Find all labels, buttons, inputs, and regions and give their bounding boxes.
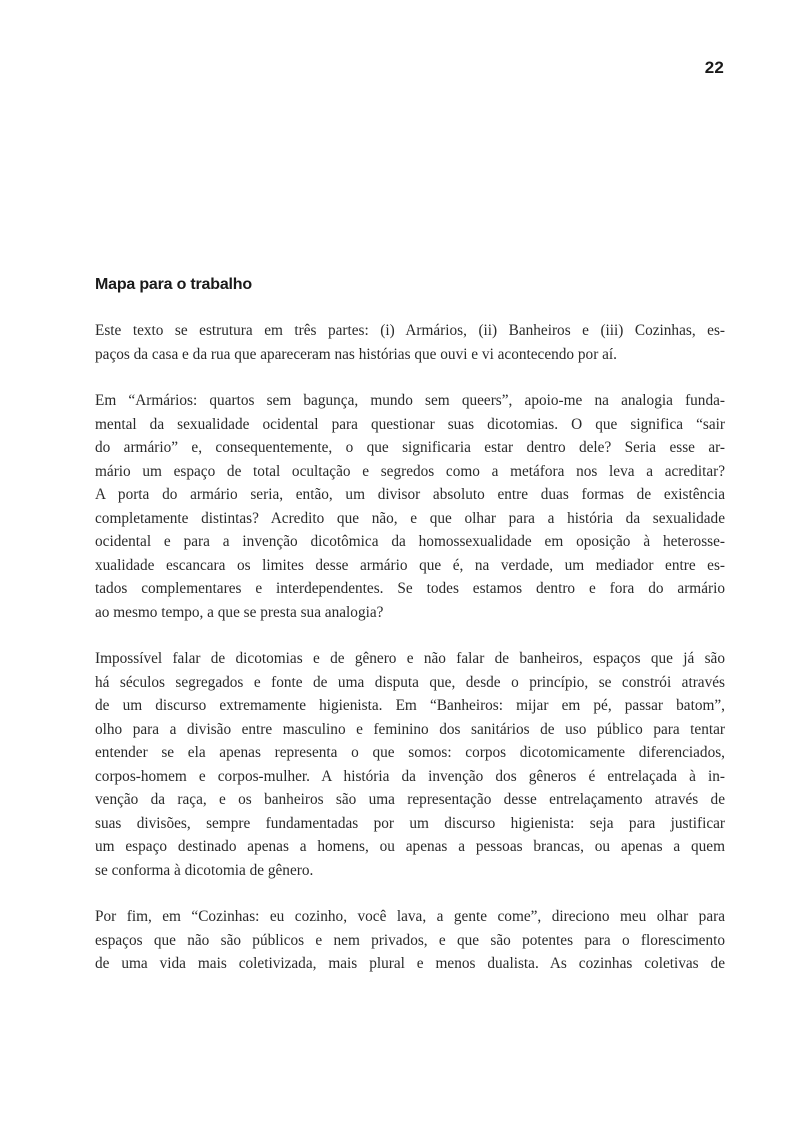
text-line: um espaço destinado apenas a homens, ou apenas a pessoas brancas, ou apenas a quem bbox=[95, 838, 725, 855]
text-line: se conforma à dicotomia de gênero. bbox=[95, 861, 314, 879]
text-line: espaços que não são públicos e nem privados, e que são potentes para o florescimento bbox=[95, 931, 725, 949]
text-line: corpos-homem e corpos-mulher. A história da invenção dos gêneros é entrelaçada à in- bbox=[95, 767, 725, 785]
text-line: Este texto se estrutura em três partes: (i) Armários, (ii) Banheiros e (iii) Cozinhas, es- bbox=[95, 322, 725, 339]
text-line: Impossível falar de dicotomias e de gênero e não falar de banheiros, espaços que já são bbox=[95, 650, 725, 667]
page-number: 22 bbox=[704, 58, 724, 77]
text-line: suas divisões, sempre fundamentadas por um discurso higienista: seja para justificar bbox=[95, 814, 725, 832]
text-line: do armário” e, consequentemente, o que significaria estar dentro dele? Seria esse ar- bbox=[95, 439, 725, 456]
text-line: de uma vida mais coletivizada, mais plural e menos dualista. As cozinhas coletivas de bbox=[95, 955, 725, 972]
paragraph-banheiros bbox=[95, 647, 725, 882]
text-line: olho para a divisão entre masculino e feminino dos sanitários de uso público para tentar bbox=[95, 720, 725, 738]
section-heading: Mapa para o trabalho bbox=[95, 276, 252, 293]
text-line: Em “Armários: quartos sem bagunça, mundo sem queers”, apoio-me na analogia funda- bbox=[95, 392, 725, 409]
paragraph-intro bbox=[95, 319, 725, 366]
text-line: ocidental e para a invenção dicotômica da homossexualidade em oposição à heterosse- bbox=[95, 533, 725, 550]
text-line: Por fim, em “Cozinhas: eu cozinho, você lava, a gente come”, direciono meu olhar para bbox=[95, 908, 725, 925]
main-content bbox=[95, 276, 725, 999]
paragraph-cozinhas bbox=[95, 905, 725, 976]
text-line: tados complementares e interdependentes. Se todes estamos dentro e fora do armário bbox=[95, 580, 725, 597]
text-line: venção da raça, e os banheiros são uma representação desse entrelaçamento através de bbox=[95, 791, 725, 808]
text-line: há séculos segregados e fonte de uma disputa que, desde o princípio, se constrói através bbox=[95, 673, 725, 691]
paragraph-armarios bbox=[95, 389, 725, 624]
text-line: ao mesmo tempo, a que se presta sua analogia? bbox=[95, 603, 384, 621]
text-line: mário um espaço de total ocultação e segredos como a metáfora nos leva a acreditar? bbox=[95, 462, 725, 480]
text-line: entender se ela apenas representa o que somos: corpos dicotomicamente diferenciados, bbox=[95, 744, 725, 761]
text-line: completamente distintas? Acredito que não, e que olhar para a história da sexualidade bbox=[95, 509, 725, 527]
text-line: mental da sexualidade ocidental para questionar suas dicotomias. O que significa “sair bbox=[95, 415, 725, 433]
text-line: paços da casa e da rua que apareceram nas histórias que ouvi e vi acontecendo por aí. bbox=[95, 345, 617, 363]
text-line: A porta do armário seria, então, um divisor absoluto entre duas formas de existência bbox=[95, 486, 725, 503]
text-line: xualidade escancara os limites desse armário que é, na verdade, um mediador entre es- bbox=[95, 556, 725, 574]
text-line: de um discurso extremamente higienista. Em “Banheiros: mijar em pé, passar batom”, bbox=[95, 697, 725, 714]
